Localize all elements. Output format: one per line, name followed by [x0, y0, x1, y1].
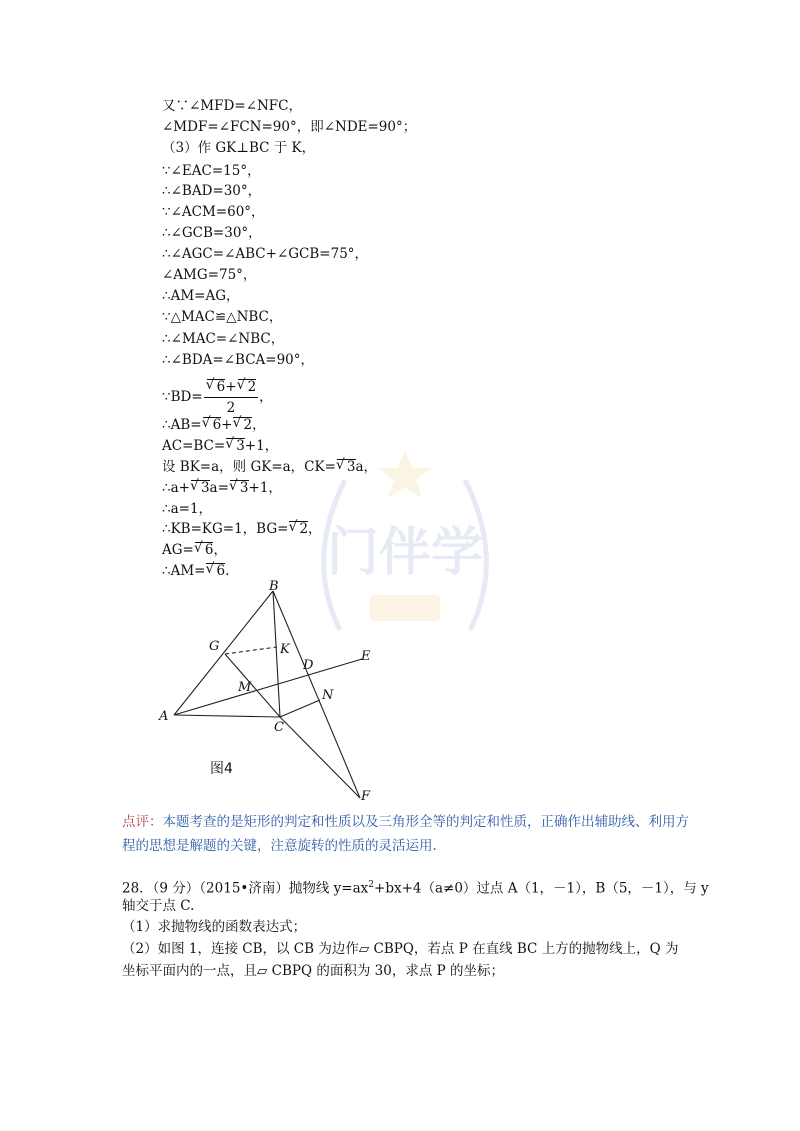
comment-block [122, 810, 694, 858]
plus: + [225, 379, 237, 395]
solution-line: ∵∠ACM=60°， [162, 204, 265, 220]
sqrt: √ 2 [233, 417, 252, 433]
kb-suffix: ， [308, 521, 322, 537]
sqrt: √ 3 [337, 459, 356, 475]
ac-suffix: +1， [244, 438, 279, 454]
bd-suffix: ， [259, 389, 273, 405]
solution-line: ∴∠BDA=∠BCA=90°， [162, 352, 315, 368]
bk-suffix: a， [355, 459, 378, 475]
label-C: C [274, 720, 284, 735]
ag-formula-line [162, 541, 227, 559]
question-line-3: （1）求抛物线的函数表达式； [122, 919, 307, 935]
am-formula-line [162, 562, 229, 580]
bk-formula-line [162, 458, 377, 476]
bd-prefix: ∵BD= [162, 389, 203, 405]
question-line-1 [122, 875, 709, 899]
solution-line: ∴AM=AG， [162, 288, 240, 304]
ac-formula-line [162, 437, 278, 455]
sqrt: √ 3 [230, 480, 249, 496]
am-prefix: ∴AM= [162, 563, 206, 579]
solution-line: ∴∠BAD=30°， [162, 183, 262, 199]
solution-line: （3）作 GK⊥BC 于 K， [162, 140, 316, 156]
a-value-line: ∴a=1， [162, 501, 213, 517]
segment-CF [280, 717, 360, 798]
watermark-text: 门伴学 [326, 523, 484, 583]
solution-line: ∴∠MAC=∠NBC， [162, 331, 285, 347]
geometry-figure [150, 580, 390, 810]
label-A: A [159, 709, 169, 724]
q-line1-b: +bx+4（a≠0）过点 A（1，－1），B（5，－1），与 y [374, 880, 709, 897]
equation-line [162, 479, 282, 497]
eq-suffix: +1， [248, 480, 282, 496]
label-B: B [269, 580, 279, 594]
segment-GK [225, 647, 277, 654]
segment-BC [273, 591, 280, 717]
solution-line: 又∵∠MFD=∠NFC， [162, 98, 302, 114]
plus: + [221, 417, 233, 433]
figure-caption: 图4 [210, 761, 233, 777]
label-G: G [209, 639, 220, 654]
sqrt: √ 6 [195, 542, 214, 558]
comment-text: 本题考查的是矩形的判定和性质以及三角形全等的判定和性质，正确作出辅助线、利用方程的思想是解题的关键，注意旋转的性质的灵活运用. [122, 814, 689, 854]
ab-formula-line [162, 416, 266, 434]
denominator: 2 [226, 400, 236, 416]
q-line1-a: 28．（9 分）（2015•济南）抛物线 y=ax [122, 880, 369, 897]
bd-fraction [204, 378, 259, 417]
ag-suffix: ， [213, 542, 227, 558]
ab-prefix: ∴AB= [162, 417, 202, 433]
question-line-5: 坐标平面内的一点，且▱ CBPQ 的面积为 30，求点 P 的坐标； [122, 963, 505, 979]
label-D: D [303, 658, 314, 673]
q-exponent: 2 [368, 880, 375, 890]
bk-prefix: 设 BK=a，则 GK=a，CK= [162, 459, 336, 475]
label-N: N [322, 688, 334, 703]
label-M: M [238, 680, 252, 695]
segment-CN [280, 700, 320, 717]
ag-prefix: AG= [162, 542, 194, 558]
question-line-2: 轴交于点 C. [122, 898, 195, 914]
eq-prefix: ∴a+ [162, 480, 190, 496]
solution-line: ∠AMG=75°， [162, 267, 257, 283]
sqrt: √ 2 [289, 521, 308, 537]
solution-line: ∴∠AGC=∠ABC+∠GCB=75°， [162, 246, 369, 262]
solution-line: ∵∠EAC=15°， [162, 163, 261, 179]
label-F: F [361, 789, 371, 804]
kb-formula-line [162, 520, 322, 538]
segment-AE [174, 659, 362, 715]
label-E: E [361, 649, 371, 664]
segment-AC [174, 715, 280, 717]
solution-line: ∵△MAC≌△NBC， [162, 309, 283, 325]
label-K: K [280, 642, 290, 657]
sqrt: √ 6 [207, 379, 226, 395]
solution-line: ∠MDF=∠FCN=90°，即∠NDE=90°； [162, 119, 417, 135]
question-line-4: （2）如图 1，连接 CB，以 CB 为边作▱ CBPQ，若点 P 在直线 BC 上方的抛物线上，Q 为 [122, 941, 679, 957]
solution-line: ∴∠GCB=30°， [162, 225, 262, 241]
sqrt: √ 2 [238, 379, 257, 395]
am-suffix: . [225, 563, 230, 579]
ac-prefix: AC=BC= [162, 438, 226, 454]
sqrt: √ 3 [191, 480, 210, 496]
sqrt: √ 6 [203, 417, 222, 433]
sqrt: √ 6 [206, 563, 225, 579]
segment-AB [174, 591, 273, 715]
segment-BF [273, 591, 360, 798]
ab-suffix: ， [252, 417, 266, 433]
eq-mid: a= [209, 480, 229, 496]
sqrt: √ 3 [226, 438, 245, 454]
comment-label: 点评： [122, 814, 163, 830]
bd-formula-line [162, 378, 273, 417]
kb-prefix: ∴KB=KG=1，BG= [162, 521, 289, 537]
